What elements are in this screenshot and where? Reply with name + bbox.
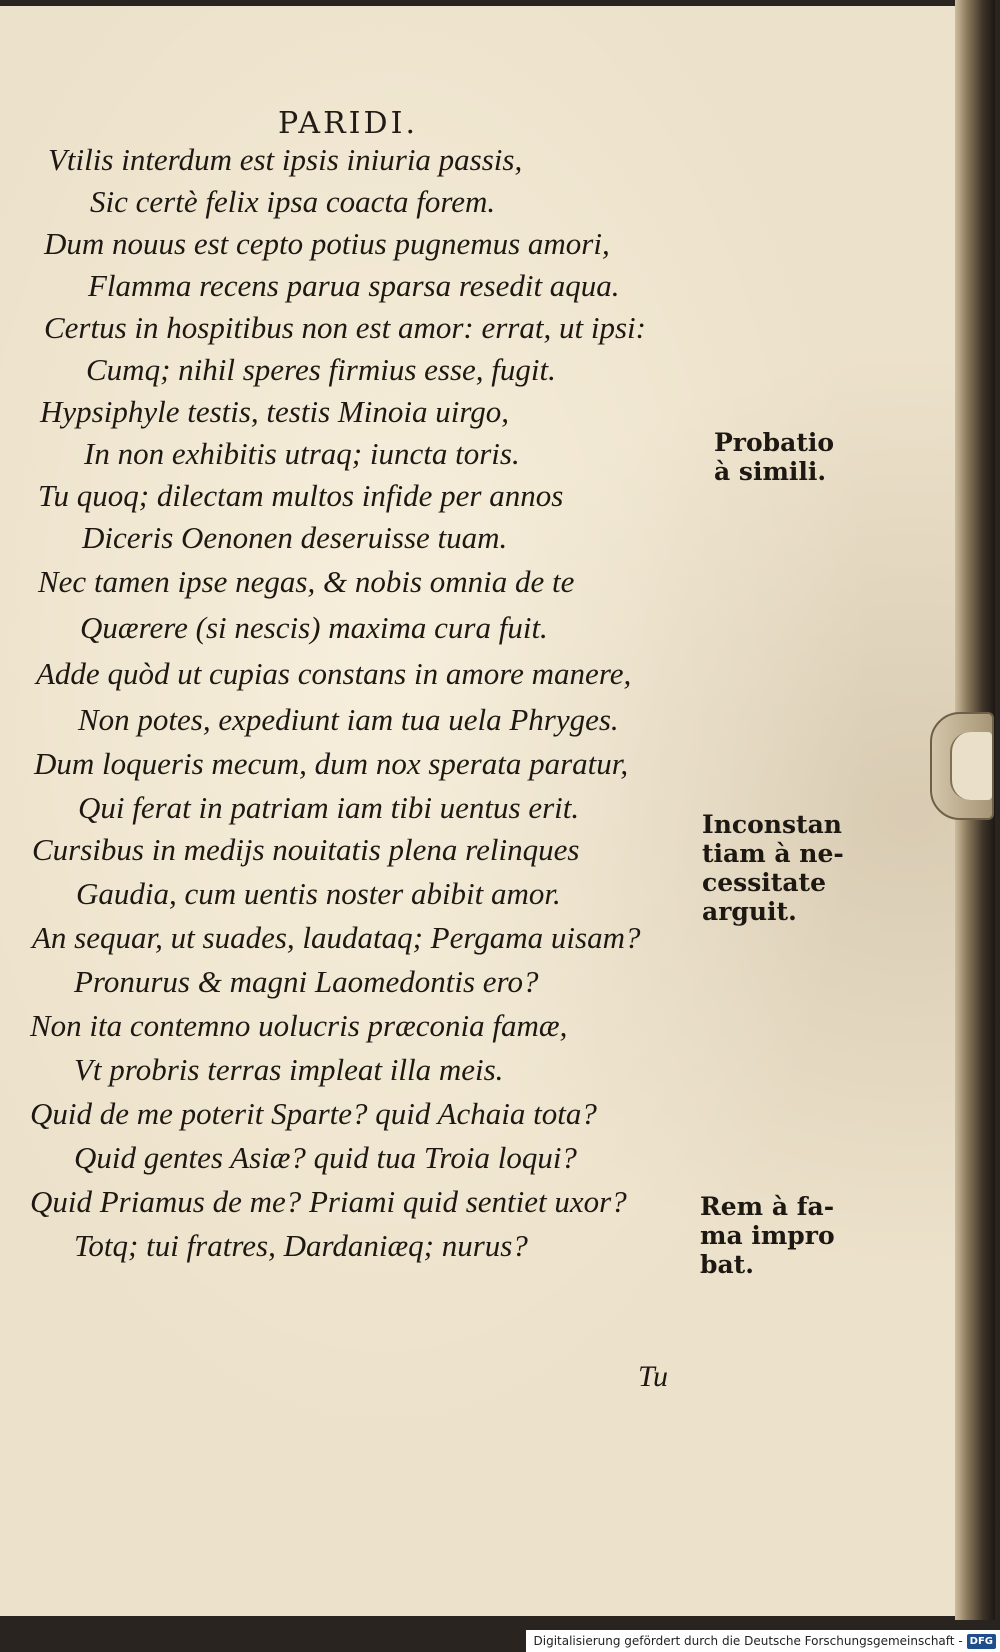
marginal-note-line: tiam à ne- [702, 839, 844, 868]
marginal-note-line: cessitate [702, 868, 826, 897]
digitization-footer [526, 1630, 1000, 1652]
verse-line: An sequar, ut suades, laudataq; Pergama uisam? [32, 920, 641, 955]
verse-line: Vt probris terras impleat illa meis. [74, 1052, 504, 1087]
verse-line: Quærere (si nescis) maxima cura fuit. [80, 610, 548, 645]
verse-line: Non potes, expediunt iam tua uela Phryges. [78, 702, 619, 737]
verse-line: Non ita contemno uolucris præconia famæ, [30, 1008, 568, 1043]
verse-line: Vtilis interdum est ipsis iniuria passis, [48, 142, 523, 177]
verse-line: Quid de me poterit Sparte? quid Achaia tota? [30, 1096, 597, 1131]
book-page [0, 6, 963, 1616]
marginal-note-line: ma impro [700, 1221, 835, 1250]
verse-line: Dum nouus est cepto potius pugnemus amori, [44, 226, 610, 261]
verse-line: Qui ferat in patriam iam tibi uentus erit. [78, 790, 580, 825]
verse-line: Dum loqueris mecum, dum nox sperata paratur, [34, 746, 629, 781]
verse-line: Certus in hospitibus non est amor: errat, ut ipsi: [44, 310, 646, 345]
verse-line: Pronurus & magni Laomedontis ero? [74, 964, 539, 999]
book-clasp [930, 712, 994, 820]
marginal-note [700, 1192, 835, 1279]
verse-line: Tu quoq; dilectam multos infide per annos [38, 478, 564, 513]
verse-line: Gaudia, cum uentis noster abibit amor. [76, 876, 561, 911]
verse-line: Cursibus in medijs nouitatis plena relinques [32, 832, 580, 867]
dfg-logo-icon: DFG [967, 1634, 996, 1649]
verse-line: Sic certè felix ipsa coacta forem. [90, 184, 496, 219]
marginal-note [702, 810, 844, 926]
marginal-note-line: arguit. [702, 897, 797, 926]
verse-line: Quid Priamus de me? Priami quid sentiet uxor? [30, 1184, 627, 1219]
verse-line: Hypsiphyle testis, testis Minoia uirgo, [40, 394, 509, 429]
verse-line: Flamma recens parua sparsa resedit aqua. [88, 268, 620, 303]
marginal-note-line: à simili. [714, 457, 827, 486]
footer-credit-text: Digitalisierung gefördert durch die Deutsche Forschungsgemeinschaft - [533, 1634, 963, 1648]
verse-line: Nec tamen ipse negas, & nobis omnia de te [38, 564, 575, 599]
marginal-note-line: Rem à fa- [700, 1192, 835, 1221]
marginal-note-line: Probatio [714, 428, 835, 457]
verse-line: Adde quòd ut cupias constans in amore manere, [36, 656, 632, 691]
running-header: PARIDI. [278, 106, 418, 141]
marginal-note [714, 428, 834, 486]
verse-line: Diceris Oenonen deseruisse tuam. [82, 520, 508, 555]
verse-line: Totq; tui fratres, Dardaniæq; nurus? [74, 1228, 528, 1263]
verse-line: In non exhibitis utraq; iuncta toris. [84, 436, 520, 471]
marginal-note-line: bat. [700, 1250, 754, 1279]
marginal-note-line: Inconstan [702, 810, 842, 839]
verse-line: Cumq; nihil speres firmius esse, fugit. [86, 352, 556, 387]
catchword: Tu [638, 1360, 669, 1393]
verse-line: Quid gentes Asiæ? quid tua Troia loqui? [74, 1140, 577, 1175]
